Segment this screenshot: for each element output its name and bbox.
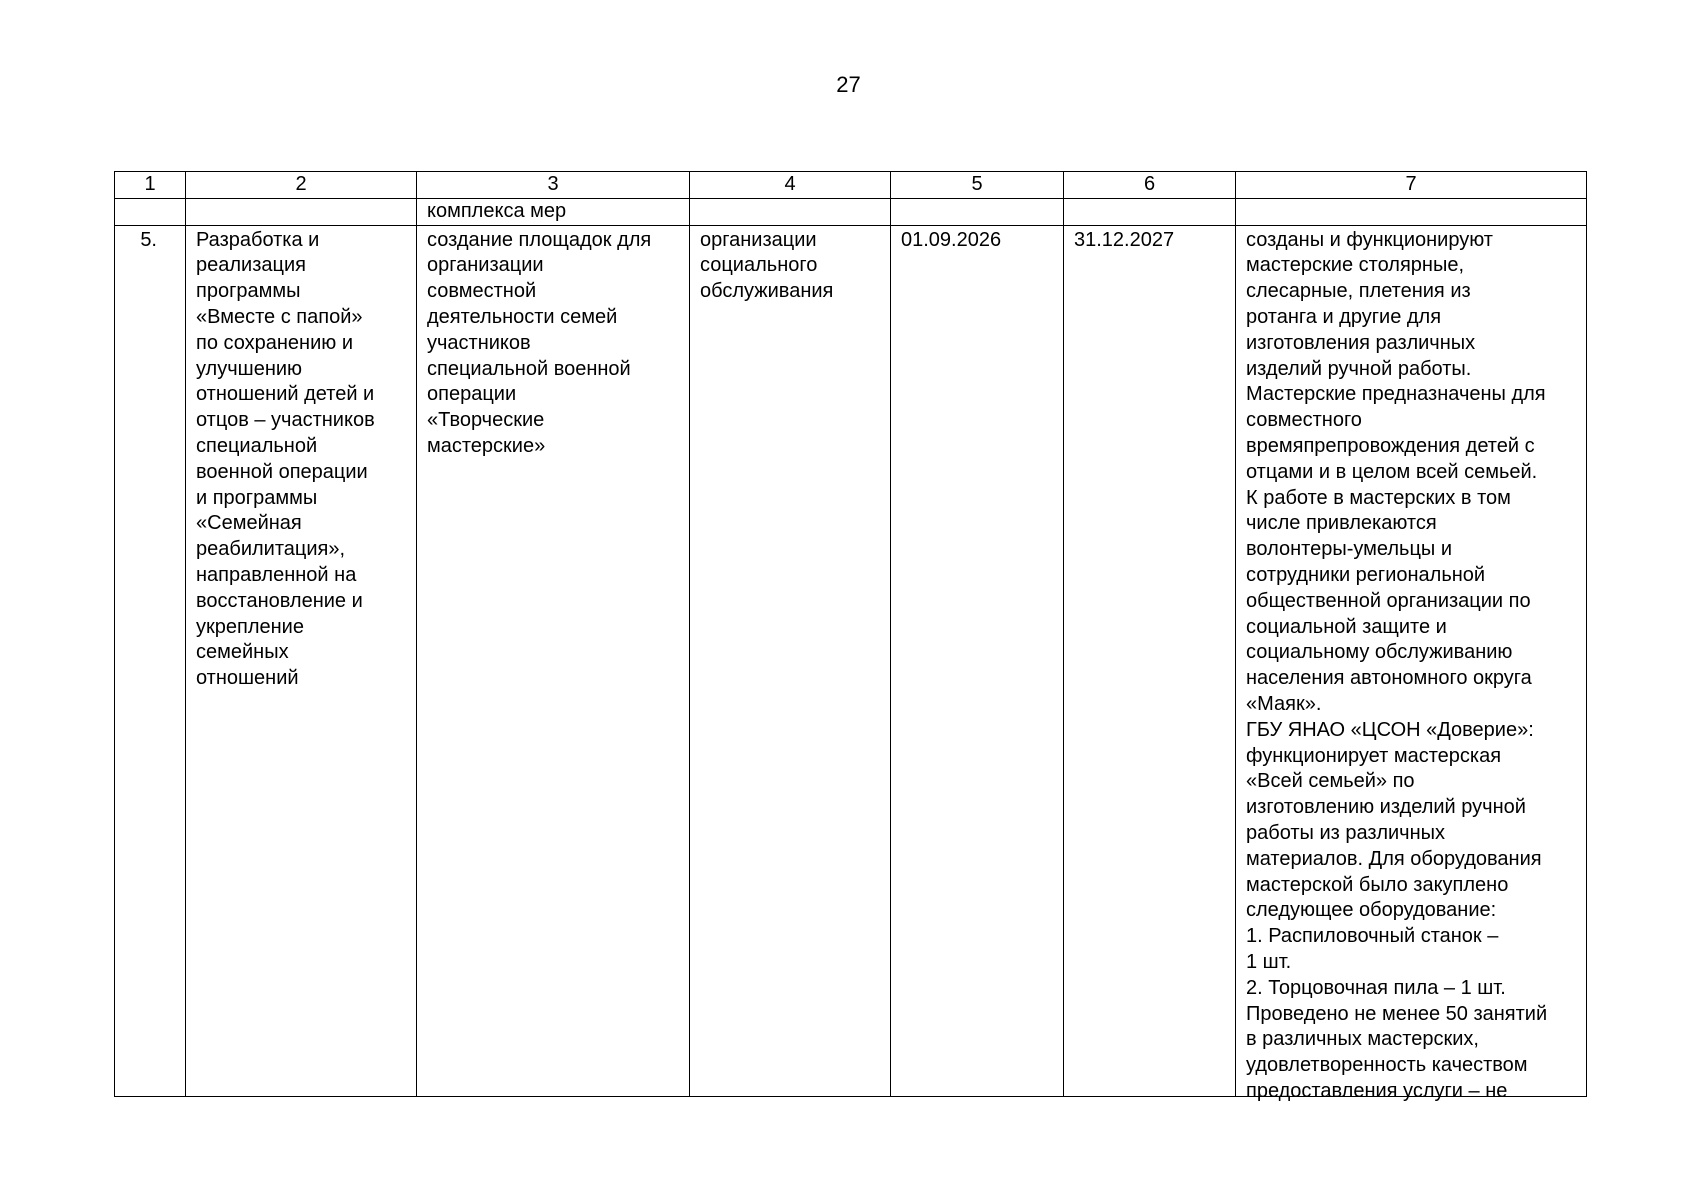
continuation-row (115, 198, 1587, 225)
column-number-1: 1 (115, 172, 186, 199)
text-line: восстановление и (196, 589, 363, 612)
column-number-7: 7 (1236, 172, 1587, 199)
text-line: изделий ручной работы. (1246, 357, 1472, 380)
text-line: слесарные, плетения из (1246, 280, 1471, 303)
text-line: программы (196, 280, 301, 303)
text-line: социальному обслуживанию (1246, 641, 1513, 664)
cell (1236, 198, 1587, 225)
cell (186, 198, 417, 225)
column-number-6: 6 (1064, 172, 1236, 199)
text-line: мастерской было закуплено (1246, 873, 1509, 896)
text-line: обслуживания (700, 280, 834, 303)
text-line: Разработка и (196, 228, 320, 251)
text-line: предоставления услуги – не (1246, 1079, 1508, 1102)
text-line: функционирует мастерская (1246, 744, 1502, 767)
text-line: времяпрепровождения детей с (1246, 434, 1535, 457)
text-line: ГБУ ЯНАО «ЦСОН «Доверие»: (1246, 718, 1534, 741)
text-line: общественной организации по (1246, 589, 1531, 612)
text-line: «Маяк». (1246, 692, 1322, 715)
measures-table (114, 171, 1587, 1102)
text-line: изготовлению изделий ручной (1246, 796, 1526, 819)
executor-cell (690, 225, 891, 1096)
column-number-3: 3 (417, 172, 690, 199)
column-number-5: 5 (891, 172, 1064, 199)
text-line: семейных (196, 641, 289, 664)
text-line: «Семейная (196, 512, 302, 535)
result-text (1246, 228, 1578, 1102)
text-line: созданы и функционируют (1246, 228, 1493, 251)
text-line: населения автономного округа (1246, 667, 1532, 690)
text-line: удовлетворенность качеством (1246, 1054, 1528, 1077)
text-line: специальной (196, 434, 318, 457)
mechanism-cell (417, 225, 690, 1096)
text-line: в различных мастерских, (1246, 1028, 1479, 1051)
text-line: отношений (196, 667, 299, 690)
text-line: 2. Торцовочная пила – 1 шт. (1246, 976, 1506, 999)
result-cell (1236, 225, 1587, 1102)
cell (690, 198, 891, 225)
text-line: отцами и в целом всей семьей. (1246, 460, 1538, 483)
text-line: организации (700, 228, 817, 251)
text-line: числе привлекаются (1246, 512, 1437, 535)
text-line: создание площадок для (427, 228, 652, 251)
text-line: отношений детей и (196, 383, 375, 406)
column-number-row (115, 172, 1587, 199)
text-line: социальной защите и (1246, 615, 1447, 638)
end-date-cell: 31.12.2027 (1064, 225, 1236, 1096)
text-line: по сохранению и (196, 331, 353, 354)
column-number-2: 2 (186, 172, 417, 199)
text-line: «Вместе с папой» (196, 305, 363, 328)
cell (115, 198, 186, 225)
text-line: деятельности семей (427, 305, 618, 328)
text-line: направленной на (196, 563, 357, 586)
text-line: материалов. Для оборудования (1246, 847, 1542, 870)
text-line: реабилитация», (196, 538, 346, 561)
text-line: сотрудники региональной (1246, 563, 1486, 586)
text-line: реализация (196, 254, 306, 277)
text-line: совместного (1246, 409, 1362, 432)
text-line: Проведено не менее 50 занятий (1246, 1002, 1548, 1025)
measure-name-cell (186, 225, 417, 1096)
row-number: 5. (115, 225, 186, 1096)
text-line: отцов – участников (196, 409, 375, 432)
text-line: работы из различных (1246, 821, 1446, 844)
text-line: мастерские» (427, 434, 546, 457)
text-line: «Всей семьей» по (1246, 770, 1415, 793)
page-number: 27 (836, 72, 861, 97)
text-line: специальной военной (427, 357, 631, 380)
start-date-cell: 01.09.2026 (891, 225, 1064, 1096)
table-row (115, 225, 1587, 1096)
text-line: мастерские столярные, (1246, 254, 1464, 277)
text-line: Мастерские предназначены для (1246, 383, 1546, 406)
text-line: волонтеры-умельцы и (1246, 538, 1452, 561)
continued-text-cell: комплекса мер (417, 198, 690, 225)
text-line: К работе в мастерских в том (1246, 486, 1511, 509)
text-line: социального (700, 254, 818, 277)
text-line: изготовления различных (1246, 331, 1476, 354)
text-line: и программы (196, 486, 318, 509)
text-line: следующее оборудование: (1246, 899, 1497, 922)
text-line: организации (427, 254, 544, 277)
text-line: участников (427, 331, 531, 354)
text-line: ротанга и другие для (1246, 305, 1442, 328)
text-line: 1. Распиловочный станок – (1246, 925, 1499, 948)
text-line: совместной (427, 280, 537, 303)
text-line: операции (427, 383, 517, 406)
text-line: «Творческие (427, 409, 545, 432)
cell (891, 198, 1064, 225)
text-line: 1 шт. (1246, 950, 1292, 973)
text-line: улучшению (196, 357, 303, 380)
text-line: укрепление (196, 615, 304, 638)
column-number-4: 4 (690, 172, 891, 199)
text-line: военной операции (196, 460, 368, 483)
cell (1064, 198, 1236, 225)
